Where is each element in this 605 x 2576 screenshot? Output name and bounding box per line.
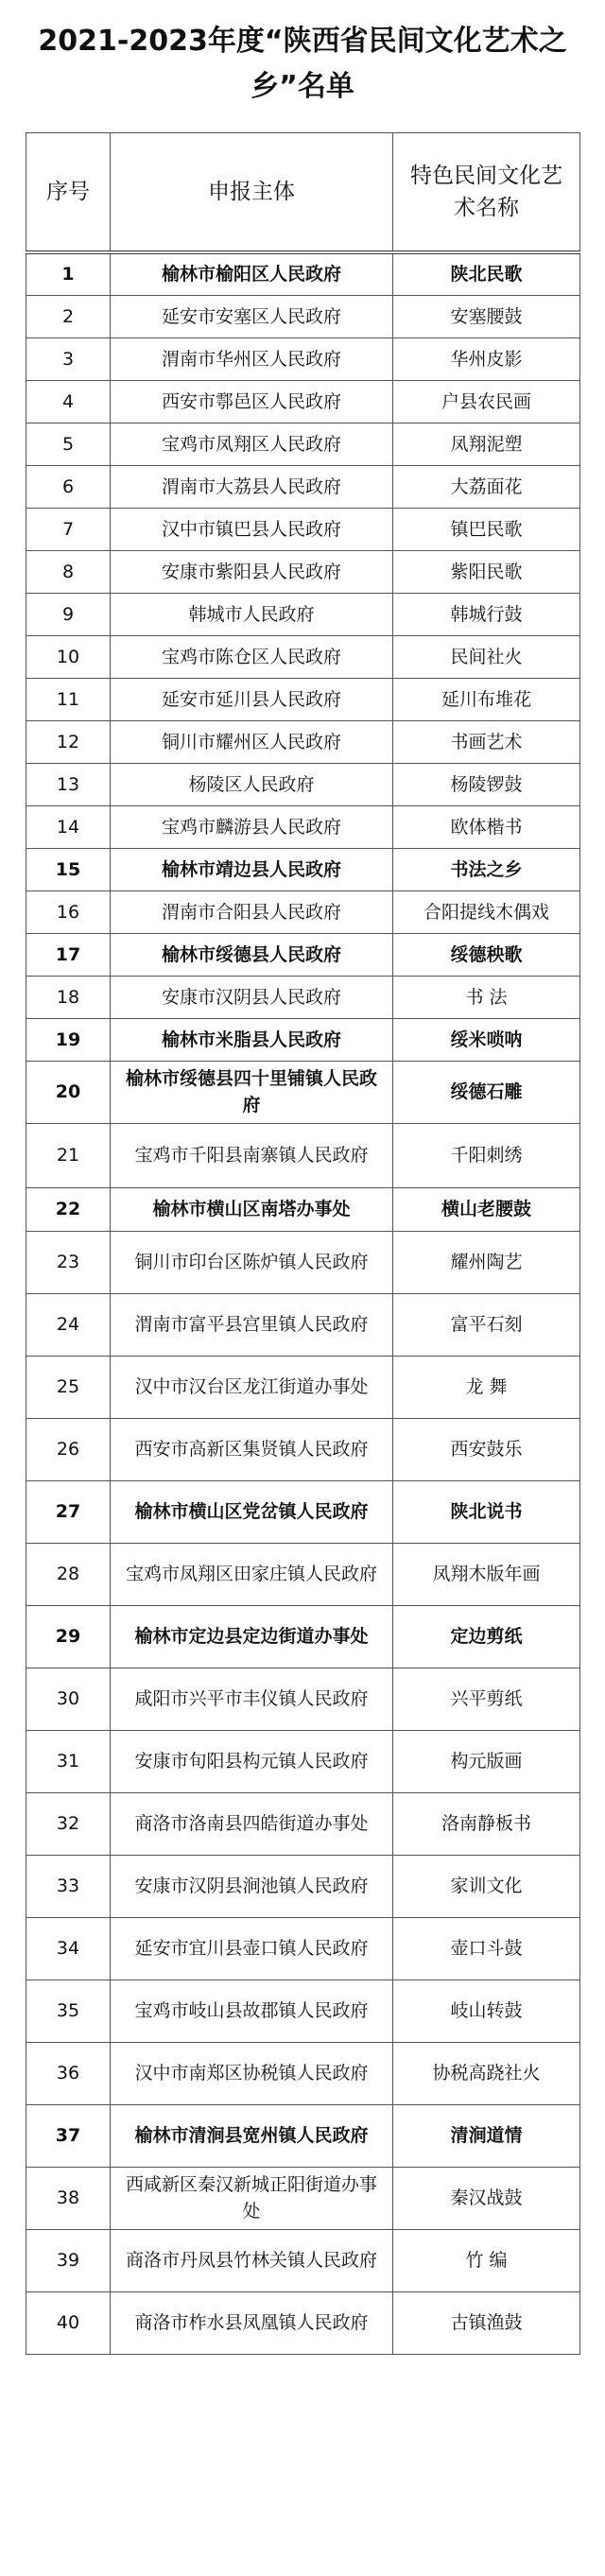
row-serial-number: 16 [26, 890, 111, 933]
table-row [26, 252, 580, 295]
row-folk-art-name: 兴平剪纸 [393, 1668, 580, 1730]
row-applicant: 安康市紫阳县人民政府 [111, 550, 393, 593]
row-serial-number: 11 [26, 678, 111, 720]
table-row [26, 2042, 580, 2104]
table-row [26, 1730, 580, 1792]
row-folk-art-name: 凤翔泥塑 [393, 423, 580, 465]
row-folk-art-name: 秦汉战鼓 [393, 2167, 580, 2229]
row-applicant: 汉中市镇巴县人民政府 [111, 508, 393, 550]
row-applicant: 延安市延川县人民政府 [111, 678, 393, 720]
row-serial-number: 37 [26, 2104, 111, 2167]
row-folk-art-name: 古镇渔鼓 [393, 2291, 580, 2354]
row-applicant: 榆林市榆阳区人民政府 [111, 252, 393, 295]
table-row [26, 295, 580, 337]
header-serial-number: 序号 [26, 133, 111, 253]
row-serial-number: 32 [26, 1792, 111, 1855]
row-folk-art-name: 杨陵锣鼓 [393, 763, 580, 805]
row-folk-art-name: 横山老腰鼓 [393, 1187, 580, 1231]
table-row [26, 1231, 580, 1293]
row-applicant: 延安市宜川县壶口镇人民政府 [111, 1917, 393, 1980]
row-applicant: 安康市汉阴县涧池镇人民政府 [111, 1855, 393, 1917]
table-row [26, 2167, 580, 2229]
table-row [26, 1187, 580, 1231]
table-row [26, 465, 580, 508]
row-serial-number: 20 [26, 1061, 111, 1123]
row-serial-number: 17 [26, 933, 111, 976]
row-serial-number: 13 [26, 763, 111, 805]
table-row [26, 635, 580, 678]
row-folk-art-name: 书 法 [393, 976, 580, 1018]
table-row [26, 1605, 580, 1668]
table-header-row [26, 133, 580, 253]
row-applicant: 延安市安塞区人民政府 [111, 295, 393, 337]
row-folk-art-name: 陕北民歌 [393, 252, 580, 295]
row-applicant: 韩城市人民政府 [111, 593, 393, 635]
table-row [26, 337, 580, 380]
row-folk-art-name: 绥德石雕 [393, 1061, 580, 1123]
row-serial-number: 1 [26, 252, 111, 295]
row-serial-number: 5 [26, 423, 111, 465]
row-applicant: 榆林市横山区南塔办事处 [111, 1187, 393, 1231]
row-applicant: 渭南市华州区人民政府 [111, 337, 393, 380]
row-folk-art-name: 大荔面花 [393, 465, 580, 508]
row-applicant: 西安市高新区集贤镇人民政府 [111, 1418, 393, 1480]
row-applicant: 铜川市印台区陈炉镇人民政府 [111, 1231, 393, 1293]
table-row [26, 1293, 580, 1356]
row-serial-number: 7 [26, 508, 111, 550]
row-folk-art-name: 定边剪纸 [393, 1605, 580, 1668]
row-folk-art-name: 紫阳民歌 [393, 550, 580, 593]
table-row [26, 2104, 580, 2167]
row-serial-number: 10 [26, 635, 111, 678]
row-folk-art-name: 家训文化 [393, 1855, 580, 1917]
row-serial-number: 26 [26, 1418, 111, 1480]
table-row [26, 1356, 580, 1418]
row-folk-art-name: 协税高跷社火 [393, 2042, 580, 2104]
row-folk-art-name: 竹 编 [393, 2229, 580, 2291]
row-folk-art-name: 龙 舞 [393, 1356, 580, 1418]
page-title: 2021-2023年度“陕西省民间文化艺术之乡”名单 [38, 25, 567, 103]
table-row [26, 1792, 580, 1855]
row-folk-art-name: 华州皮影 [393, 337, 580, 380]
row-serial-number: 39 [26, 2229, 111, 2291]
row-applicant: 安康市旬阳县构元镇人民政府 [111, 1730, 393, 1792]
table-row [26, 1061, 580, 1123]
row-serial-number: 12 [26, 720, 111, 763]
row-folk-art-name: 耀州陶艺 [393, 1231, 580, 1293]
table-row [26, 1543, 580, 1605]
header-folk-art-name: 特色民间文化艺术名称 [393, 133, 580, 253]
table-row [26, 933, 580, 976]
row-serial-number: 36 [26, 2042, 111, 2104]
table-row [26, 1980, 580, 2042]
row-applicant: 汉中市南郑区协税镇人民政府 [111, 2042, 393, 2104]
row-folk-art-name: 韩城行鼓 [393, 593, 580, 635]
row-applicant: 榆林市绥德县人民政府 [111, 933, 393, 976]
row-serial-number: 18 [26, 976, 111, 1018]
row-serial-number: 28 [26, 1543, 111, 1605]
table-row [26, 805, 580, 848]
row-applicant: 西咸新区秦汉新城正阳街道办事处 [111, 2167, 393, 2229]
table-row [26, 848, 580, 890]
row-applicant: 榆林市定边县定边街道办事处 [111, 1605, 393, 1668]
row-applicant: 宝鸡市岐山县故郡镇人民政府 [111, 1980, 393, 2042]
row-serial-number: 9 [26, 593, 111, 635]
row-applicant: 榆林市横山区党岔镇人民政府 [111, 1480, 393, 1543]
row-applicant: 榆林市绥德县四十里铺镇人民政府 [111, 1061, 393, 1123]
table-row [26, 720, 580, 763]
row-applicant: 杨陵区人民政府 [111, 763, 393, 805]
row-applicant: 咸阳市兴平市丰仪镇人民政府 [111, 1668, 393, 1730]
row-folk-art-name: 富平石刻 [393, 1293, 580, 1356]
table-row [26, 1855, 580, 1917]
row-folk-art-name: 西安鼓乐 [393, 1418, 580, 1480]
row-serial-number: 22 [26, 1187, 111, 1231]
row-applicant: 宝鸡市麟游县人民政府 [111, 805, 393, 848]
table-row [26, 508, 580, 550]
row-folk-art-name: 壶口斗鼓 [393, 1917, 580, 1980]
table-body [26, 252, 580, 2354]
row-applicant: 榆林市靖边县人民政府 [111, 848, 393, 890]
row-serial-number: 24 [26, 1293, 111, 1356]
row-applicant: 商洛市洛南县四皓街道办事处 [111, 1792, 393, 1855]
row-applicant: 榆林市清涧县宽州镇人民政府 [111, 2104, 393, 2167]
row-applicant: 安康市汉阴县人民政府 [111, 976, 393, 1018]
row-serial-number: 14 [26, 805, 111, 848]
row-serial-number: 15 [26, 848, 111, 890]
row-serial-number: 23 [26, 1231, 111, 1293]
row-folk-art-name: 绥米唢呐 [393, 1018, 580, 1061]
row-serial-number: 3 [26, 337, 111, 380]
row-applicant: 宝鸡市陈仓区人民政府 [111, 635, 393, 678]
row-serial-number: 29 [26, 1605, 111, 1668]
row-folk-art-name: 书法之乡 [393, 848, 580, 890]
row-applicant: 汉中市汉台区龙江街道办事处 [111, 1356, 393, 1418]
table-row [26, 2291, 580, 2354]
row-applicant: 渭南市合阳县人民政府 [111, 890, 393, 933]
row-applicant: 商洛市柞水县凤凰镇人民政府 [111, 2291, 393, 2354]
table-row [26, 763, 580, 805]
row-applicant: 榆林市米脂县人民政府 [111, 1018, 393, 1061]
row-folk-art-name: 岐山转鼓 [393, 1980, 580, 2042]
row-applicant: 商洛市丹凤县竹林关镇人民政府 [111, 2229, 393, 2291]
row-serial-number: 6 [26, 465, 111, 508]
row-serial-number: 38 [26, 2167, 111, 2229]
table-row [26, 1418, 580, 1480]
row-folk-art-name: 构元版画 [393, 1730, 580, 1792]
row-folk-art-name: 千阳刺绣 [393, 1123, 580, 1187]
table-row [26, 2229, 580, 2291]
row-serial-number: 35 [26, 1980, 111, 2042]
row-folk-art-name: 凤翔木版年画 [393, 1543, 580, 1605]
table-row [26, 380, 580, 423]
row-folk-art-name: 书画艺术 [393, 720, 580, 763]
row-folk-art-name: 延川布堆花 [393, 678, 580, 720]
row-applicant: 西安市鄠邑区人民政府 [111, 380, 393, 423]
row-serial-number: 34 [26, 1917, 111, 1980]
row-serial-number: 31 [26, 1730, 111, 1792]
table-row [26, 976, 580, 1018]
row-serial-number: 33 [26, 1855, 111, 1917]
table-row [26, 423, 580, 465]
row-folk-art-name: 镇巴民歌 [393, 508, 580, 550]
row-serial-number: 19 [26, 1018, 111, 1061]
row-folk-art-name: 清涧道情 [393, 2104, 580, 2167]
row-folk-art-name: 安塞腰鼓 [393, 295, 580, 337]
table-row [26, 1123, 580, 1187]
row-folk-art-name: 绥德秧歌 [393, 933, 580, 976]
row-serial-number: 21 [26, 1123, 111, 1187]
table-row [26, 1018, 580, 1061]
table-row [26, 593, 580, 635]
row-serial-number: 27 [26, 1480, 111, 1543]
row-serial-number: 25 [26, 1356, 111, 1418]
table-row [26, 678, 580, 720]
row-serial-number: 4 [26, 380, 111, 423]
award-list-table [26, 132, 580, 2355]
row-applicant: 铜川市耀州区人民政府 [111, 720, 393, 763]
row-folk-art-name: 户县农民画 [393, 380, 580, 423]
row-folk-art-name: 欧体楷书 [393, 805, 580, 848]
table-row [26, 1480, 580, 1543]
row-applicant: 宝鸡市千阳县南寨镇人民政府 [111, 1123, 393, 1187]
row-folk-art-name: 洛南静板书 [393, 1792, 580, 1855]
table-row [26, 1917, 580, 1980]
table-row [26, 890, 580, 933]
table-row [26, 550, 580, 593]
row-serial-number: 40 [26, 2291, 111, 2354]
row-folk-art-name: 合阳提线木偶戏 [393, 890, 580, 933]
row-folk-art-name: 陕北说书 [393, 1480, 580, 1543]
row-applicant: 宝鸡市凤翔区田家庄镇人民政府 [111, 1543, 393, 1605]
row-applicant: 渭南市富平县宫里镇人民政府 [111, 1293, 393, 1356]
row-folk-art-name: 民间社火 [393, 635, 580, 678]
row-serial-number: 2 [26, 295, 111, 337]
row-serial-number: 8 [26, 550, 111, 593]
row-applicant: 渭南市大荔县人民政府 [111, 465, 393, 508]
row-serial-number: 30 [26, 1668, 111, 1730]
header-applicant: 申报主体 [111, 133, 393, 253]
table-row [26, 1668, 580, 1730]
row-applicant: 宝鸡市凤翔区人民政府 [111, 423, 393, 465]
